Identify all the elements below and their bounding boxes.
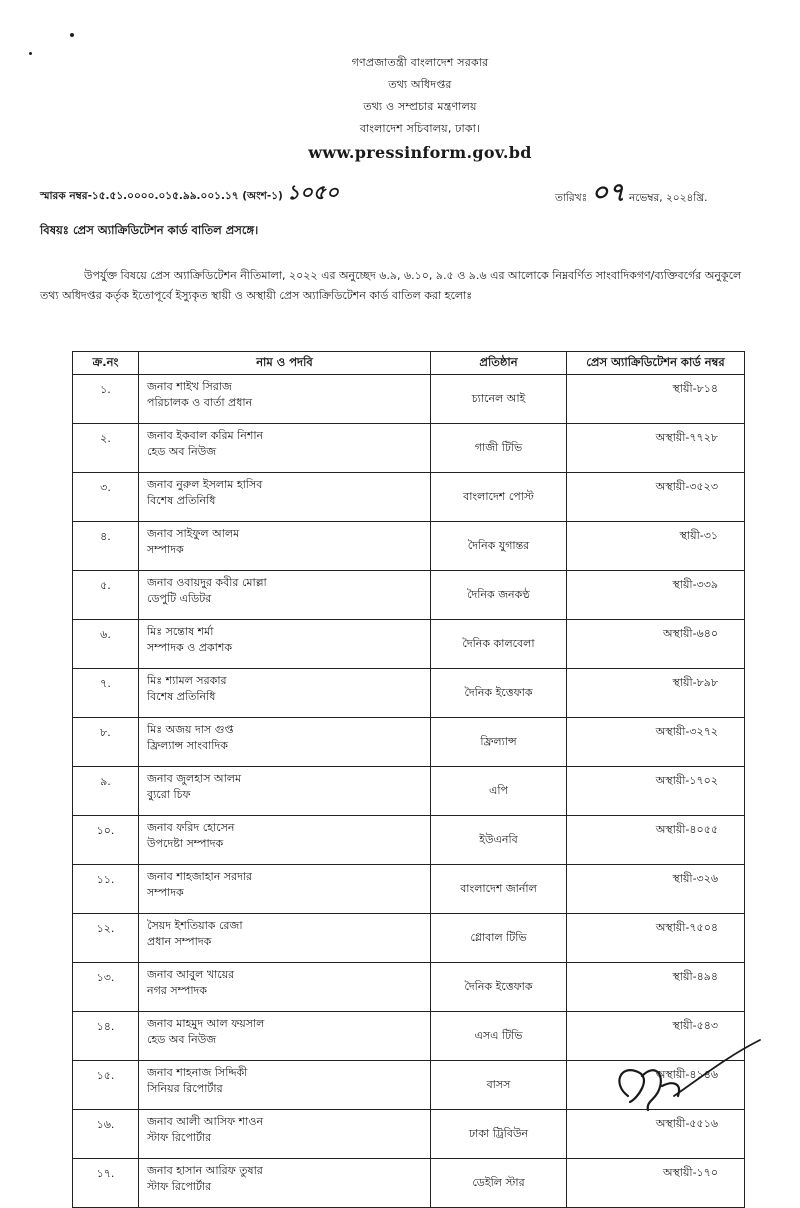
header-organization: প্রতিষ্ঠান [431,352,567,375]
person-title: বিশেষ প্রতিনিধি [147,690,216,703]
website-url: www.pressinform.gov.bd [308,143,532,162]
row-serial: ১০. [73,816,139,865]
row-serial: ১. [73,375,139,424]
letterhead [250,52,590,164]
row-serial: ১৬. [73,1110,139,1159]
table-row [73,1110,745,1159]
row-card-number: অস্থায়ী-৭৫০৪ [567,914,745,963]
person-name: জনাব মাহমুদ আল ফয়সাল [147,1017,265,1030]
row-organization: বাসস [431,1061,567,1110]
row-organization: দৈনিক জনকণ্ঠ [431,571,567,620]
person-name: জনাব হাসান আরিফ তুষার [147,1164,263,1177]
person-title: বিশেষ প্রতিনিধি [147,494,216,507]
person-title: সম্পাদক ও প্রকাশক [147,641,233,654]
header-card-number: প্রেস অ্যাক্রিডিটেশন কার্ড নম্বর [567,352,745,375]
row-card-number: স্থায়ী-৩১ [567,522,745,571]
table-row [73,816,745,865]
row-serial: ৪. [73,522,139,571]
row-card-number: অস্থায়ী-১৭০২ [567,767,745,816]
row-organization: গ্লোবাল টিভি [431,914,567,963]
person-name: জনাব নুরুল ইসলাম হাসিব [147,478,263,491]
row-organization: এসএ টিভি [431,1012,567,1061]
row-serial: ১৫. [73,1061,139,1110]
person-title: হেড অব নিউজ [147,1033,217,1046]
scan-speck [70,33,74,37]
row-name-title [139,522,431,571]
table-row [73,914,745,963]
row-organization: দৈনিক কালবেলা [431,620,567,669]
department-name: তথ্য অধিদপ্তর [388,78,452,91]
person-name: জনাব ফরিদ হোসেন [147,821,235,834]
row-organization: দৈনিক ইত্তেফাক [431,669,567,718]
person-name: জনাব আবুল খায়ের [147,968,235,981]
row-serial: ৬. [73,620,139,669]
signature-icon [608,1036,768,1114]
table-row [73,473,745,522]
person-name: জনাব ওবায়দুর কবীর মোল্লা [147,576,267,589]
person-title: সম্পাদক [147,543,184,556]
row-name-title [139,914,431,963]
person-title: প্রধান সম্পাদক [147,935,212,948]
row-name-title [139,1012,431,1061]
row-card-number: স্থায়ী-৩২৬ [567,865,745,914]
table-row [73,424,745,473]
person-title: পরিচালক ও বার্তা প্রধান [147,396,253,409]
row-organization: দৈনিক ইত্তেফাক [431,963,567,1012]
row-organization: দৈনিক যুগান্তর [431,522,567,571]
ministry-name: তথ্য ও সম্প্রচার মন্ত্রণালয় [363,100,477,113]
person-name: জনাব সাইফুল আলম [147,527,240,540]
row-serial: ৫. [73,571,139,620]
row-card-number: স্থায়ী-৮১৪ [567,375,745,424]
table-row [73,522,745,571]
table-row [73,571,745,620]
row-card-number: অস্থায়ী-৩৫২৩ [567,473,745,522]
row-serial: ৯. [73,767,139,816]
row-card-number: অস্থায়ী-৪০৫৫ [567,816,745,865]
date-label: তারিখঃ [555,192,588,204]
person-title: ডেপুটি এডিটর [147,592,212,605]
row-name-title [139,767,431,816]
person-title: ব্যুরো চিফ [147,788,191,801]
row-name-title [139,669,431,718]
row-serial: ৮. [73,718,139,767]
header-name-title: নাম ও পদবি [139,352,431,375]
row-organization: চ্যানেল আই [431,375,567,424]
date-month-year: নভেম্বর, ২০২৪খ্রি. [629,192,708,204]
person-name: জনাব শাহনাজ সিদ্দিকী [147,1066,248,1079]
row-card-number: অস্থায়ী-৬৪০ [567,620,745,669]
row-serial: ১৩. [73,963,139,1012]
row-name-title [139,424,431,473]
row-name-title [139,571,431,620]
row-name-title [139,816,431,865]
person-title: ফ্রিল্যান্স সাংবাদিক [147,739,228,752]
person-title: সম্পাদক [147,886,184,899]
row-organization: বাংলাদেশ জার্নাল [431,865,567,914]
row-card-number: অস্থায়ী-৩২৭২ [567,718,745,767]
date-handwritten-day: ০৭ [591,178,626,208]
letter-date [555,172,707,216]
row-organization: গাজী টিভি [431,424,567,473]
person-title: হেড অব নিউজ [147,445,217,458]
row-card-number: স্থায়ী-৪৯৪ [567,963,745,1012]
row-organization: ঢাকা ট্রিবিউন [431,1110,567,1159]
row-card-number: অস্থায়ী-৭৭২৮ [567,424,745,473]
row-name-title [139,963,431,1012]
row-organization: ইউএনবি [431,816,567,865]
row-card-number: অস্থায়ী-১৭০ [567,1159,745,1208]
table-row [73,375,745,424]
govt-name: গণপ্রজাতন্ত্রী বাংলাদেশ সরকার [351,56,489,69]
row-name-title [139,1110,431,1159]
person-name: মিঃ শ্যামল সরকার [147,674,227,687]
person-title: উপদেষ্টা সম্পাদক [147,837,224,850]
memo-prefix: স্মারক নম্বর-১৫.৫১.০০০০.০১৫.৯৯.০০১.১৭ (অংশ-১) [40,190,283,202]
table-row [73,767,745,816]
row-name-title [139,620,431,669]
table-row [73,669,745,718]
office-address: বাংলাদেশ সচিবালয়, ঢাকা। [359,122,481,135]
person-name: সৈয়দ ইশতিয়াক রেজা [147,919,243,932]
row-serial: ১২. [73,914,139,963]
table-row [73,718,745,767]
row-name-title [139,865,431,914]
row-name-title [139,1159,431,1208]
header-serial: ক্র.নং [73,352,139,375]
person-title: স্টাফ রিপোর্টার [147,1180,212,1193]
row-card-number: অস্থায়ী-৫৫১৬ [567,1110,745,1159]
row-card-number: অস্থায়ী-৪১৪৬ [567,1061,745,1110]
row-name-title [139,1061,431,1110]
memo-number [40,178,339,211]
row-serial: ১৭. [73,1159,139,1208]
person-title: স্টাফ রিপোর্টার [147,1131,212,1144]
table-row [73,1159,745,1208]
row-card-number: স্থায়ী-৫৪৩ [567,1012,745,1061]
row-organization: বাংলাদেশ পোস্ট [431,473,567,522]
row-name-title [139,375,431,424]
row-organization: এপি [431,767,567,816]
row-card-number: স্থায়ী-৩৩৯ [567,571,745,620]
scan-speck [29,52,32,55]
table-header-row [73,352,745,375]
table-row [73,865,745,914]
row-organization: ফ্রিল্যান্স [431,718,567,767]
row-serial: ১১. [73,865,139,914]
person-name: মিঃ অজয় দাস গুপ্ত [147,723,234,736]
row-card-number: স্থায়ী-৮৯৮ [567,669,745,718]
subject-line: বিষয়ঃ প্রেস অ্যাক্রিডিটেশন কার্ড বাতিল প্রসঙ্গে। [40,223,259,237]
row-serial: ২. [73,424,139,473]
person-title: নগর সম্পাদক [147,984,207,997]
table-row [73,963,745,1012]
body-paragraph: উপর্যুক্ত বিষয়ে প্রেস অ্যাক্রিডিটেশন নীতিমালা, ২০২২ এর অনুচ্ছেদ ৬.৯, ৬.১০, ৯.৫ ও ৯.৬ এর আলোকে নিম্নবর্ণিত সাংবাদিকগণ/ব্যক্তিবর্গের অনুকূলে তথ্য অধিদপ্তর কর্তৃক ইতোপূর্বে ইস্যুকৃত স্থায়ী ও অস্থায়ী প্রেস অ্যাক্রিডিটেশন কার্ড বাতিল করা হলোঃ [40,269,742,302]
person-name: জনাব শাইখ সিরাজ [147,380,232,393]
row-serial: ৭. [73,669,139,718]
person-name: জনাব আলী আসিফ শাওন [147,1115,264,1128]
memo-handwritten-number: ১০৫০ [286,180,339,204]
person-name: জনাব ইকবাল করিম নিশান [147,429,264,442]
person-name: জনাব শাহজাহান সরদার [147,870,253,883]
table-row [73,620,745,669]
person-name: জনাব জুলহাস আলম [147,772,242,785]
row-organization: ডেইলি স্টার [431,1159,567,1208]
row-serial: ৩. [73,473,139,522]
person-title: সিনিয়র রিপোর্টার [147,1082,223,1095]
row-name-title [139,473,431,522]
person-name: মিঃ সন্তোষ শর্মা [147,625,214,638]
row-serial: ১৪. [73,1012,139,1061]
row-name-title [139,718,431,767]
